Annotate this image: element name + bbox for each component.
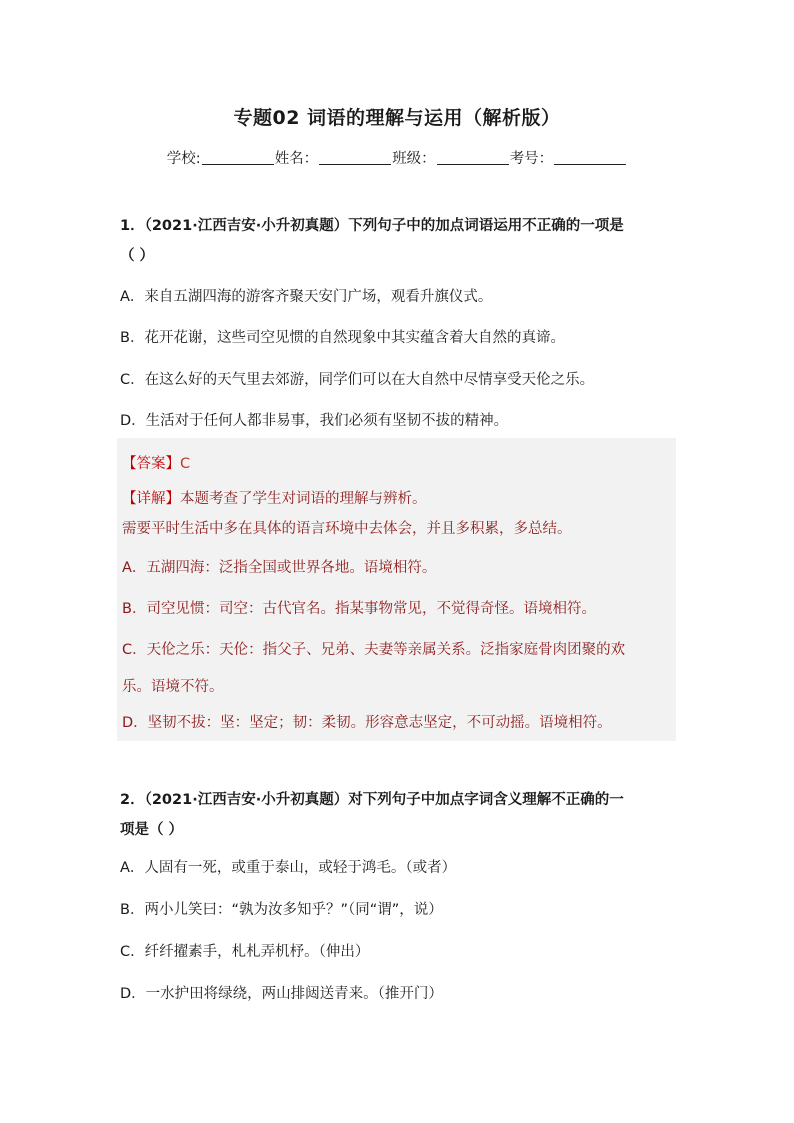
detail-line-2: 需要平时生活中多在具体的语言环境中去体会，并且多积累，多总结。 — [122, 521, 572, 537]
detail-line — [122, 487, 674, 508]
question-1-stem — [120, 211, 680, 271]
question-2-option-a: A．人固有一死，或重于泰山，或轻于鸿毛。（或者） — [120, 860, 457, 876]
detail-text: 本题考查了学生对词语的理解与辨析。 — [180, 491, 427, 507]
question-2-source: （2021·江西吉安·小升初真题） — [144, 792, 349, 808]
school-blank[interactable] — [202, 150, 274, 165]
question-2-number: 2． — [120, 792, 145, 808]
detail-tag: 【详解】 — [122, 491, 180, 507]
name-blank[interactable] — [319, 150, 391, 165]
question-1-number: 1． — [120, 218, 145, 234]
question-2-text: 对下列句子中加点字词含义理解不正确的一 — [348, 792, 624, 808]
question-2-text-cont: 项是（ ） — [120, 822, 184, 838]
question-1-text: 下列句子中的加点词语运用不正确的一项是 — [348, 218, 624, 234]
explanation-d: D．坚韧不拔：坚：坚定；韧：柔韧。形容意志坚定，不可动摇。语境相符。 — [122, 715, 612, 731]
question-1-option-d: D．生活对于任何人都非易事，我们必须有坚韧不拔的精神。 — [120, 413, 509, 429]
answer-line — [122, 452, 674, 473]
question-1-option-a: A．来自五湖四海的游客齐聚天安门广场，观看升旗仪式。 — [120, 289, 493, 305]
question-2-stem — [120, 785, 680, 845]
explanation-b: B．司空见惯：司空：古代官名。指某事物常见，不觉得奇怪。语境相符。 — [122, 601, 596, 617]
explanation-c-cont: 乐。语境不符。 — [122, 679, 224, 695]
question-2-option-d: D．一水护田将绿绕，两山排闼送青来。（推开门） — [120, 986, 443, 1002]
answer-tag: 【答案】 — [122, 456, 180, 472]
question-2-option-c: C．纤纤擢素手，札札弄机杼。（伸出） — [120, 944, 370, 960]
number-label: 考号： — [509, 151, 554, 167]
explanation-a: A．五湖四海：泛指全国或世界各地。语境相符。 — [122, 560, 437, 576]
question-2-option-b: B．两小儿笑曰：“孰为汝多知乎？”（同“谓”，说） — [120, 902, 443, 918]
class-blank[interactable] — [437, 150, 509, 165]
number-blank[interactable] — [554, 150, 626, 165]
explanation-c: C．天伦之乐：天伦：指父子、兄弟、夫妻等亲属关系。泛指家庭骨肉团聚的欢 — [122, 642, 626, 658]
name-label: 姓名： — [274, 151, 319, 167]
class-label: 班级： — [392, 151, 436, 167]
question-1-bracket: （ ） — [120, 248, 155, 264]
question-1-option-c: C．在这么好的天气里去郊游，同学们可以在大自然中尽情享受天伦之乐。 — [120, 372, 595, 388]
question-1-source: （2021·江西吉安·小升初真题） — [144, 218, 349, 234]
page-title: 专题02 词语的理解与运用（解析版） — [233, 107, 561, 129]
question-1-option-b: B．花开花谢，这些司空见惯的自然现象中其实蕴含着大自然的真谛。 — [120, 330, 565, 346]
answer-value: C — [180, 456, 191, 472]
student-info-line — [0, 147, 794, 168]
school-label: 学校: — [166, 151, 201, 167]
